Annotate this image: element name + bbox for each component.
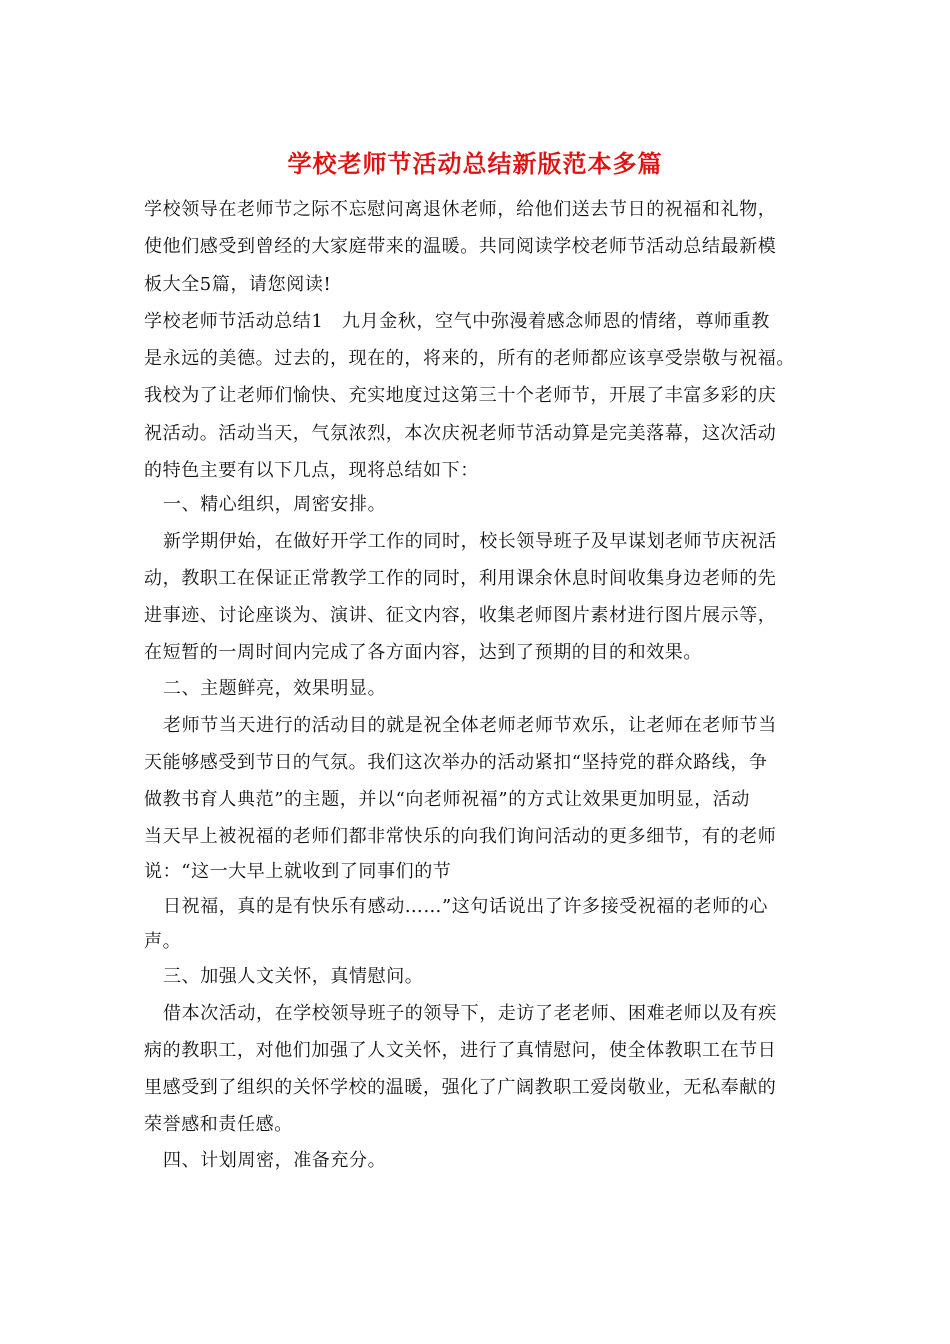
text-line: 学校领导在老师节之际不忘慰问离退休老师，给他们送去节日的祝福和礼物， bbox=[144, 199, 777, 220]
text-line: 里感受到了组织的关怀学校的温暖，强化了广阔教职工爱岗敬业，无私奉献的 bbox=[144, 1077, 777, 1098]
section-heading: 二、主题鲜亮，效果明显。 bbox=[163, 678, 387, 699]
text-line: 说：“这一大早上就收到了同事们的节 bbox=[144, 861, 452, 882]
section-heading: 四、计划周密，准备充分。 bbox=[163, 1150, 387, 1171]
section-heading: 三、加强人文关怀，真情慰问。 bbox=[163, 966, 424, 987]
text-line: 当天早上被祝福的老师们都非常快乐的向我们询问活动的更多细节，有的老师 bbox=[144, 826, 777, 847]
text-line: 板大全5篇，请您阅读! bbox=[144, 274, 332, 295]
text-line: 使他们感受到曾经的大家庭带来的温暖。共同阅读学校老师节活动总结最新模 bbox=[144, 236, 777, 257]
text-line: 新学期伊始，在做好开学工作的同时，校长领导班子及早谋划老师节庆祝活 bbox=[163, 531, 777, 552]
section-heading: 一、精心组织，周密安排。 bbox=[163, 494, 387, 515]
text-line: 病的教职工，对他们加强了人文关怀，进行了真情慰问，使全体教职工在节日 bbox=[144, 1040, 777, 1061]
document-title: 学校老师节活动总结新版范本多篇 bbox=[287, 149, 663, 178]
text-line: 动，教职工在保证正常教学工作的同时，利用课余休息时间收集身边老师的先 bbox=[144, 568, 777, 589]
text-line: 日祝福，真的是有快乐有感动……”这句话说出了许多接受祝福的老师的心 bbox=[163, 896, 768, 917]
text-line: 天能够感受到节日的气氛。我们这次举办的活动紧扣“坚持党的群众路线，争 bbox=[144, 752, 768, 773]
text-line: 我校为了让老师们愉快、充实地度过这第三十个老师节，开展了丰富多彩的庆 bbox=[144, 385, 777, 406]
text-line: 做教书育人典范”的主题，并以“向老师祝福”的方式让效果更加明显，活动 bbox=[144, 789, 751, 810]
text-line: 的特色主要有以下几点，现将总结如下： bbox=[144, 460, 479, 481]
text-line: 学校老师节活动总结1 九月金秋，空气中弥漫着感念师恩的情绪，尊师重教 bbox=[144, 311, 770, 332]
text-line: 在短暂的一周时间内完成了各方面内容，达到了预期的目的和效果。 bbox=[144, 642, 702, 663]
text-line: 是永远的美德。过去的，现在的，将来的，所有的老师都应该享受崇敬与祝福。 bbox=[144, 348, 795, 369]
text-line: 祝活动。活动当天，气氛浓烈，本次庆祝老师节活动算是完美落幕，这次活动 bbox=[144, 423, 777, 444]
text-line: 荣誉感和责任感。 bbox=[144, 1114, 293, 1135]
text-line: 借本次活动，在学校领导班子的领导下，走访了老老师、困难老师以及有疾 bbox=[163, 1003, 777, 1024]
text-line: 声。 bbox=[144, 931, 182, 952]
text-line: 进事迹、讨论座谈为、演讲、征文内容，收集老师图片素材进行图片展示等， bbox=[144, 605, 777, 626]
text-line: 老师节当天进行的活动目的就是祝全体老师老师节欢乐，让老师在老师节当 bbox=[163, 715, 777, 736]
